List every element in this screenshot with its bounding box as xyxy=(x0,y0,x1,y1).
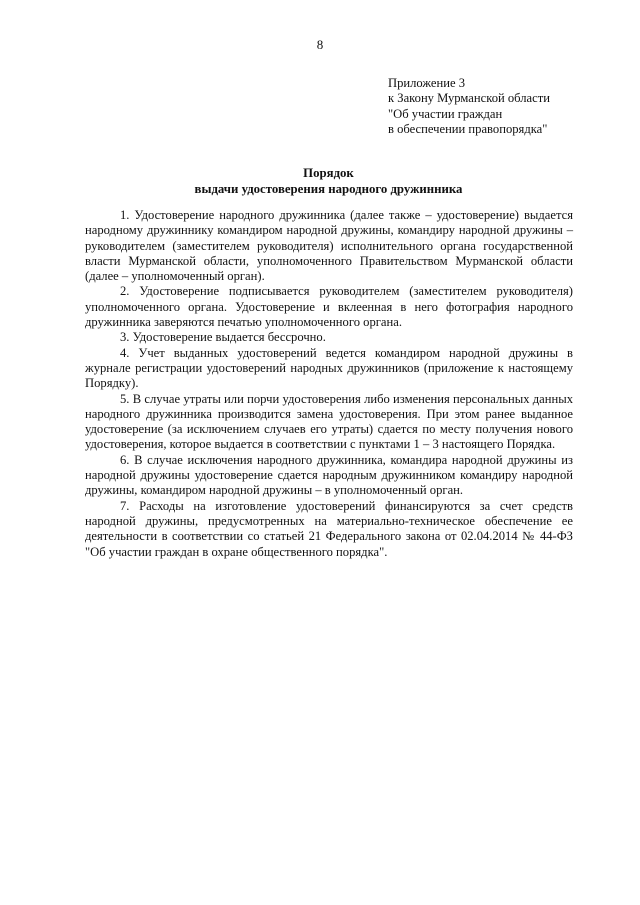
appendix-line: "Об участии граждан xyxy=(388,106,503,121)
title-line: Порядок xyxy=(303,166,354,180)
paragraph: 7. Расходы на изготовление удостоверений финансируются за счет средств народной дружины, предусмотренных на материально-техническое обеспечение ее деятельности в соответствии со статьей 21 Федерального закона от 02.04.2014 № 44-ФЗ "Об участии граждан в охране общественного порядка". xyxy=(85,498,573,559)
paragraph: 6. В случае исключения народного дружинника, командира народной дружины из народной дружины удостоверение сдается народным дружинником командиру народной дружины, командиром народной дружины – в уполномоченный орган. xyxy=(85,452,573,498)
document-body xyxy=(85,208,573,560)
paragraph: 1. Удостоверение народного дружинника (далее также – удостоверение) выдается народному дружиннику командиром народной дружины, командиру народной дружины – руководителем (заместителем руководителя) исполнительного органа государственной власти Мурманской области, уполномоченного Правительством Мурманской области (далее – уполномоченный орган). xyxy=(85,208,573,284)
paragraph: 2. Удостоверение подписывается руководителем (заместителем руководителя) уполномоченного органа. Удостоверение и вклеенная в него фотография народного дружинника заверяются печатью уполномоченного органа. xyxy=(85,284,573,330)
appendix-line: к Закону Мурманской области xyxy=(388,91,550,106)
appendix-reference xyxy=(388,76,628,137)
document-title xyxy=(85,166,572,197)
title-subline: выдачи удостоверения народного дружинника xyxy=(194,181,463,196)
appendix-line: в обеспечении правопорядка" xyxy=(388,121,548,136)
paragraph: 4. Учет выданных удостоверений ведется командиром народной дружины в журнале регистрации удостоверений народных дружинников (приложение к настоящему Порядку). xyxy=(85,345,573,391)
paragraph: 3. Удостоверение выдается бессрочно. xyxy=(120,330,326,345)
appendix-line: Приложение 3 xyxy=(388,76,466,90)
page-number: 8 xyxy=(316,37,324,52)
paragraph: 5. В случае утраты или порчи удостоверения либо изменения персональных данных народного дружинника производится замена удостоверения. При этом ранее выданное удостоверение (за исключением случаев его утраты) сдается по месту получения нового удостоверения, которое выдается в соответствии с пунктами 1 – 3 настоящего Порядка. xyxy=(85,391,573,452)
